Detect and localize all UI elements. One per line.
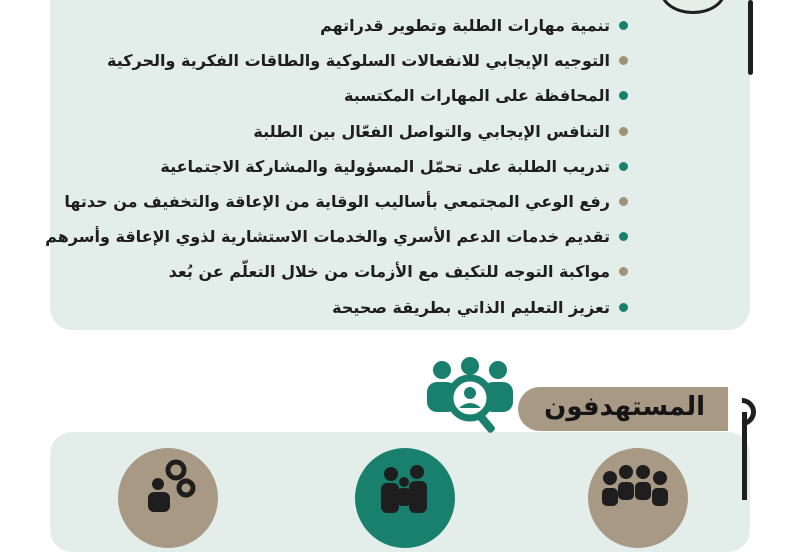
- bullet-dot: [619, 232, 628, 241]
- gears-person-icon: [118, 448, 218, 548]
- list-item: [28, 78, 628, 113]
- list-item: [28, 43, 628, 78]
- goal-text: التوجيه الإيجابي للانفعالات السلوكية والطاقات الفكرية والحركية: [107, 51, 610, 71]
- bullet-dot: [619, 267, 628, 276]
- people-search-icon: [422, 356, 518, 440]
- goal-text: تدريب الطلبة على تحمّل المسؤولية والمشاركة الاجتماعية: [160, 156, 610, 176]
- beneficiaries-title: المستهدفون: [544, 392, 705, 422]
- goal-text: المحافظة على المهارات المكتسبة: [343, 86, 610, 106]
- bullet-dot: [619, 91, 628, 100]
- vertical-line-bottom: [742, 412, 747, 500]
- list-item: [28, 114, 628, 149]
- goal-text: مواكبة التوجه للتكيف مع الأزمات من خلال التعلّم عن بُعد: [168, 262, 610, 282]
- bullet-dot: [619, 303, 628, 312]
- goal-text: تنمية مهارات الطلبة وتطوير قدراتهم: [320, 16, 610, 36]
- goal-text: رفع الوعي المجتمعي بأساليب الوقاية من الإعاقة والتخفيف من حدتها: [64, 192, 610, 212]
- list-item: [28, 8, 628, 43]
- list-item: [28, 219, 628, 254]
- bullet-dot: [619, 162, 628, 171]
- family-icon: [355, 448, 455, 548]
- goal-text: تعزيز التعليم الذاتي بطريقة صحيحة: [332, 297, 610, 317]
- group-icon: [588, 448, 688, 548]
- bullet-dot: [619, 127, 628, 136]
- goal-text: التنافس الإيجابي والتواصل الفعّال بين الطلبة: [253, 121, 610, 141]
- goals-list: [28, 8, 628, 325]
- goal-text: تقديم خدمات الدعم الأسري والخدمات الاستشارية لذوي الإعاقة وأسرهم: [45, 227, 610, 247]
- list-item: [28, 149, 628, 184]
- list-item: [28, 184, 628, 219]
- bullet-dot: [619, 21, 628, 30]
- vertical-line-top: [748, 0, 753, 75]
- bullet-dot: [619, 197, 628, 206]
- list-item: [28, 290, 628, 325]
- list-item: [28, 254, 628, 289]
- bullet-dot: [619, 56, 628, 65]
